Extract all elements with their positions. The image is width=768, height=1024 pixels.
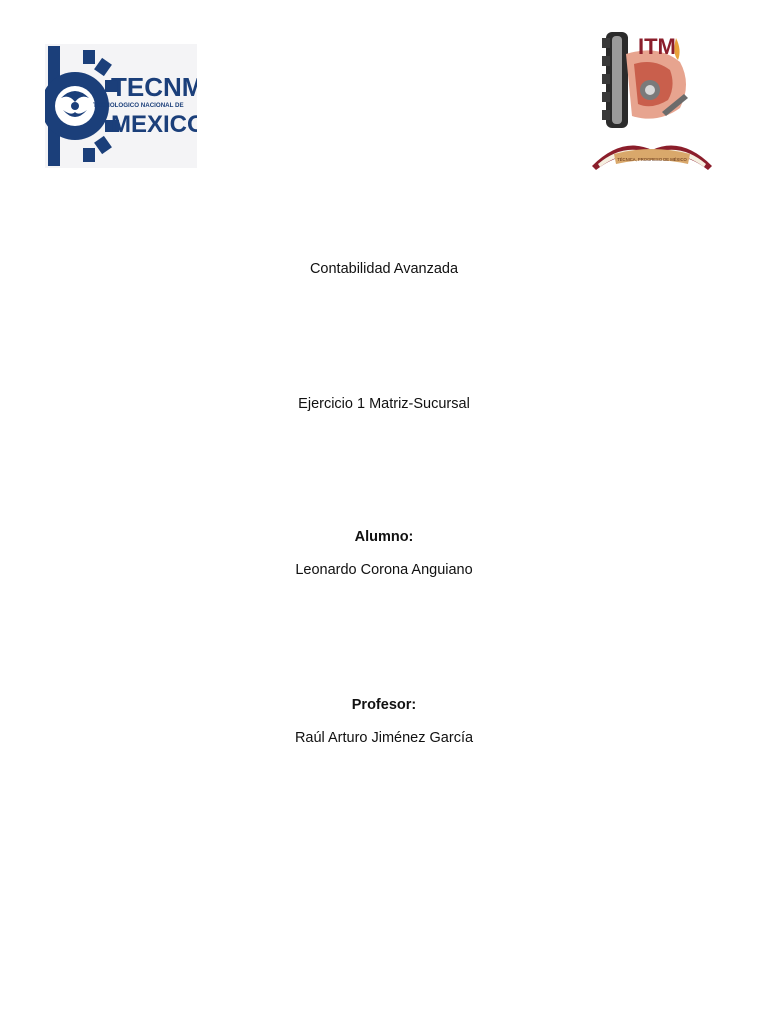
tecnm-logo <box>45 44 197 168</box>
tecnm-country: MEXICO <box>111 111 197 138</box>
itm-initials: ITM <box>638 34 676 59</box>
professor-label: Profesor: <box>351 697 417 713</box>
gear-icon <box>602 32 628 128</box>
tecnm-title: TECNM <box>111 72 197 102</box>
student-label: Alumno: <box>354 529 414 545</box>
itm-motto: TÉCNICA, PROGRESO DE MÉXICO <box>617 157 687 162</box>
itm-logo <box>588 24 716 172</box>
assignment-title: Ejercicio 1 Matriz-Sucursal <box>298 396 470 412</box>
student-name: Leonardo Corona Anguiano <box>295 562 473 578</box>
tecnm-subtitle: TECNOLOGICO NACIONAL DE <box>93 102 184 109</box>
professor-name: Raúl Arturo Jiménez García <box>294 730 474 746</box>
subject-title: Contabilidad Avanzada <box>309 261 459 277</box>
